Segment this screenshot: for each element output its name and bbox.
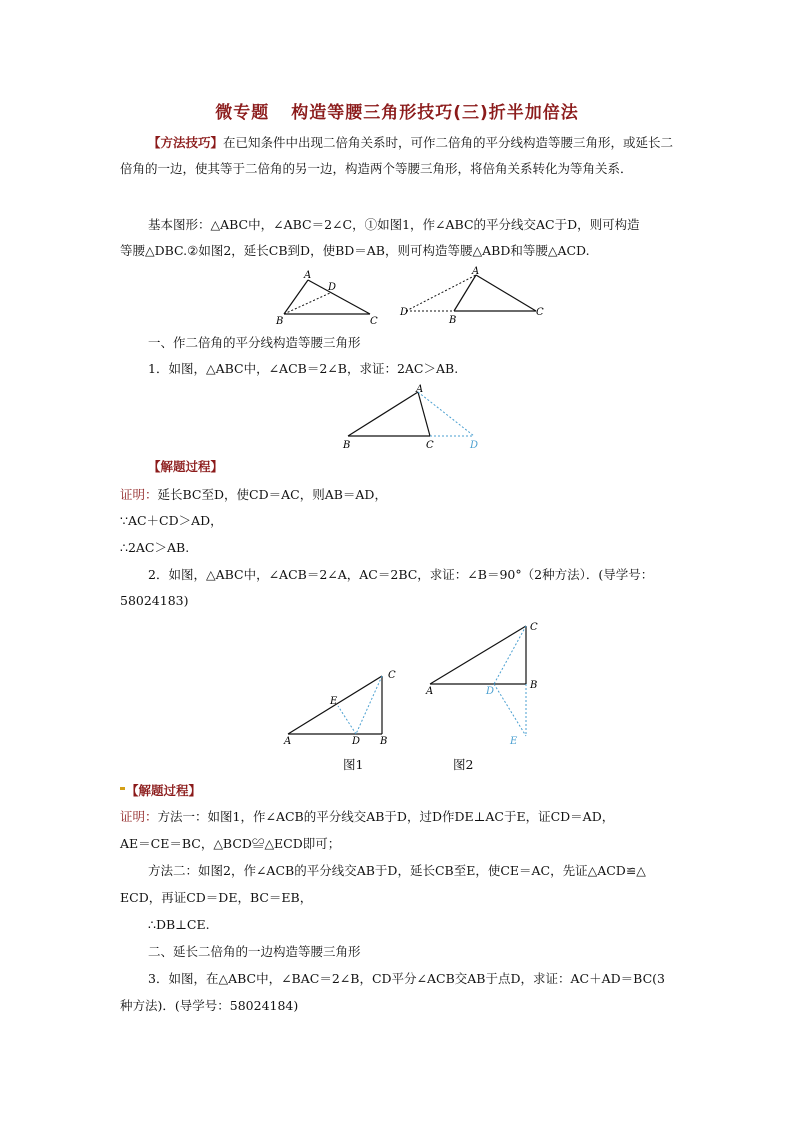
question-3-line2: 种方法)．(导学号：58024184) (120, 998, 299, 1013)
label-B: B (276, 316, 284, 326)
label-C: C (536, 307, 544, 318)
solution2-line3: 方法二：如图2，作∠ACB的平分线交AB于D，延长CB至E，使CE＝AC，先证△ACD≌△ (148, 863, 646, 878)
section2-heading: 二、延长二倍角的一边构造等腰三角形 (148, 944, 361, 959)
basic-figure-1 (272, 268, 384, 326)
fig1-caption: 图1 (343, 757, 364, 772)
solution1-line3: ∴2AC＞AB. (120, 540, 190, 555)
label-A: A (284, 736, 292, 747)
solution2-tag: 【解题过程】 (120, 778, 680, 804)
label-E: E (510, 736, 518, 747)
label-C: C (530, 622, 538, 633)
section1-heading: 一、作二倍角的平分线构造等腰三角形 (148, 335, 361, 350)
label-B: B (343, 440, 351, 451)
label-E: E (330, 696, 338, 707)
basic-line1: 基本图形：△ABC中，∠ABC＝2∠C，①如图1，作∠ABC的平分线交AC于D，则可构造 (148, 217, 640, 232)
question-1: 1．如图，△ABC中，∠ACB＝2∠B，求证：2AC＞AB. (148, 361, 459, 376)
label-C: C (426, 440, 434, 451)
label-B: B (449, 315, 457, 325)
method-tag: 【方法技巧】 (148, 135, 224, 150)
label-A: A (426, 686, 434, 697)
label-D: D (400, 307, 409, 318)
q2-figure-2 (424, 618, 554, 748)
label-D: D (352, 736, 361, 747)
fig2-caption: 图2 (453, 757, 474, 772)
solution1-tag: 【解题过程】 (148, 459, 224, 474)
solution1-line2: ∵AC＋CD＞AD， (120, 513, 223, 528)
label-D: D (470, 440, 479, 451)
q2-figure-1 (282, 666, 412, 748)
label-D: D (486, 686, 495, 697)
question-2-line2: 58024183) (120, 593, 189, 608)
q1-figure (338, 384, 488, 454)
solution1-line1: 证明：延长BC至D，使CD＝AC，则AB＝AD， (120, 487, 387, 502)
page-title: 微专题 构造等腰三角形技巧(三)折半加倍法 (215, 103, 579, 123)
label-D: D (328, 282, 337, 293)
label-A: A (304, 270, 312, 281)
label-C: C (388, 670, 396, 681)
basic-figure-2 (398, 265, 550, 325)
solution2-line2: AE＝CE＝BC，△BCD≌△ECD即可； (120, 836, 341, 851)
question-3-line1: 3．如图，在△ABC中，∠BAC＝2∠B，CD平分∠ACB交AB于点D，求证：AC＋AD＝BC(3 (148, 971, 665, 986)
label-B: B (530, 680, 538, 691)
basic-line2: 等腰△DBC.②如图2，延长CB到D，使BD＝AB，则可构造等腰△ABD和等腰△ACD. (120, 243, 590, 258)
question-2-line1: 2．如图，△ABC中，∠ACB＝2∠A，AC＝2BC，求证：∠B＝90°（2种方法）．(导学号： (148, 567, 654, 582)
label-C: C (370, 316, 378, 326)
method-paragraph (120, 130, 680, 182)
label-A: A (472, 266, 480, 277)
solution2-line5: ∴DB⊥CE. (148, 917, 210, 932)
label-A: A (416, 384, 424, 395)
solution2-line1: 证明：方法一：如图1，作∠ACB的平分线交AB于D，过D作DE⊥AC于E，证CD＝AD， (120, 809, 615, 824)
method-text: 在已知条件中出现二倍角关系时，可作二倍角的平分线构造等腰三角形，或延长二倍角的一边，使其等于二倍角的另一边，构造两个等腰三角形，将倍角关系转化为等角关系． (120, 135, 674, 176)
label-B: B (380, 736, 388, 747)
solution2-line4: ECD，再证CD＝DE，BC＝EB， (120, 890, 313, 905)
